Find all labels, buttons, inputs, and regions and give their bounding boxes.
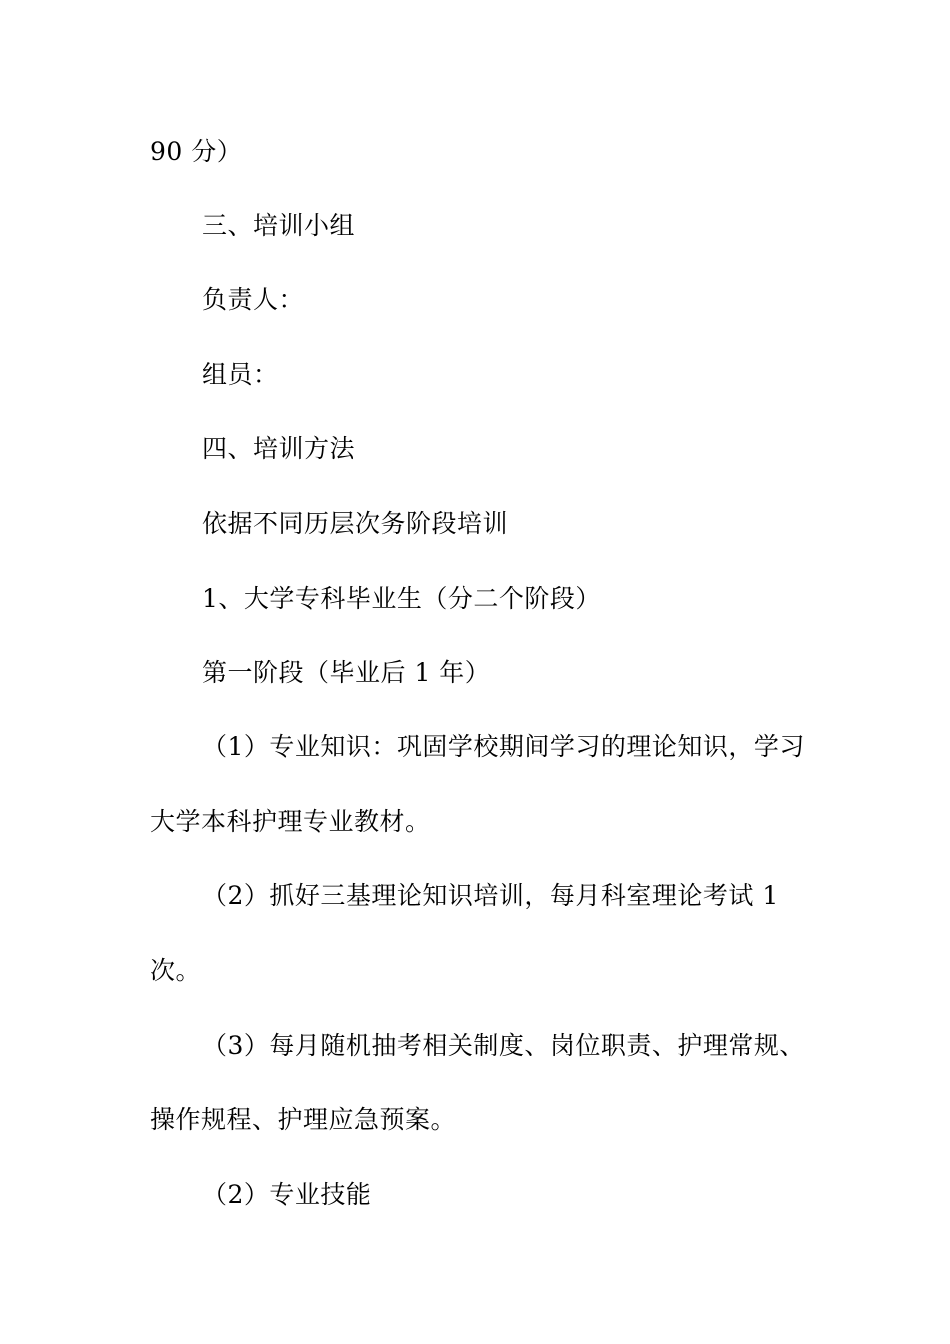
section-heading-training-group: 三、培训小组 [202, 211, 356, 240]
paragraph-item-1-line-2: 大学本科护理专业教材。 [150, 807, 431, 836]
text-line-person-in-charge: 负责人： [202, 285, 305, 314]
paragraph-item-1-line-1: （1）专业知识：巩固学校期间学习的理论知识，学习 [202, 732, 805, 761]
paragraph-item-3-line-1: （3）每月随机抽考相关制度、岗位职责、护理常规、 [202, 1031, 805, 1060]
paragraph-item-2-line-1: （2）抓好三基理论知识培训，每月科室理论考试 1 [202, 881, 779, 910]
text-line-college-graduates: 1、大学专科毕业生（分二个阶段） [202, 584, 601, 613]
text-line-score: 90 分） [150, 137, 243, 166]
text-line-members: 组员： [202, 360, 279, 389]
text-line-first-stage: 第一阶段（毕业后 1 年） [202, 658, 491, 687]
section-heading-training-method: 四、培训方法 [202, 434, 356, 463]
paragraph-item-2-line-2: 次。 [150, 956, 202, 985]
text-line-training-basis: 依据不同历层次务阶段培训 [202, 509, 509, 538]
text-line-professional-skills: （2）专业技能 [202, 1180, 372, 1209]
paragraph-item-3-line-2: 操作规程、护理应急预案。 [150, 1105, 457, 1134]
